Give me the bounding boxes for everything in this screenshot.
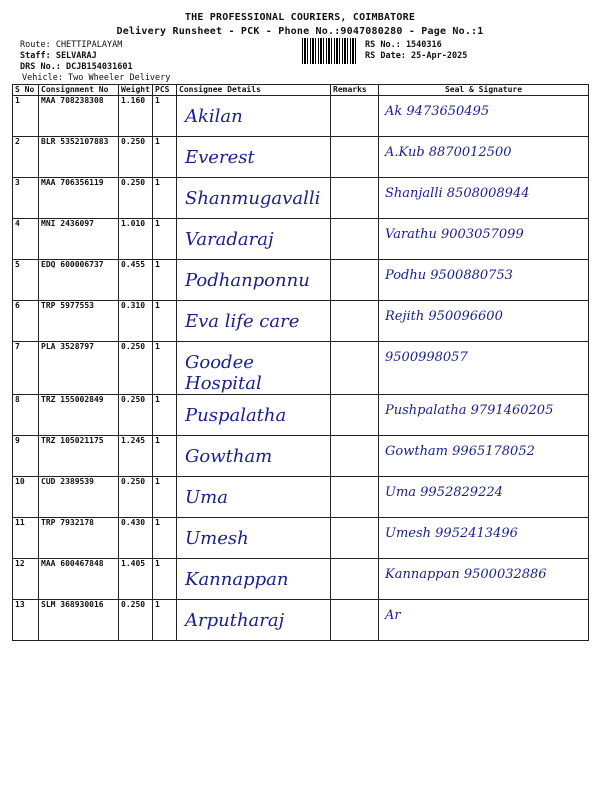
cell-pcs: 1: [153, 436, 177, 477]
cell-sno: 9: [13, 436, 39, 477]
cell-weight: 0.250: [119, 137, 153, 178]
vehicle: Vehicle: Two Wheeler Delivery: [22, 73, 171, 83]
cell-remarks: [331, 436, 379, 477]
cell-pcs: 1: [153, 395, 177, 436]
cell-remarks: [331, 477, 379, 518]
cell-consignee: [177, 178, 331, 219]
cell-weight: 0.455: [119, 260, 153, 301]
handwritten-name: Uma: [185, 487, 228, 508]
cell-sno: 7: [13, 342, 39, 395]
cell-pcs: 1: [153, 518, 177, 559]
cell-consignment-no: MNI 2436097: [39, 219, 119, 260]
handwritten-signature: Ak 9473650495: [385, 104, 490, 119]
runsheet-subtitle: Delivery Runsheet - PCK - Phone No.:9047080280 - Page No.:1: [116, 26, 484, 37]
cell-remarks: [331, 260, 379, 301]
cell-pcs: 1: [153, 219, 177, 260]
cell-consignment-no: TRP 5977553: [39, 301, 119, 342]
handwritten-name: Puspalatha: [185, 405, 287, 426]
cell-consignee: [177, 96, 331, 137]
cell-consignment-no: TRZ 155002849: [39, 395, 119, 436]
cell-pcs: 1: [153, 559, 177, 600]
handwritten-name: Umesh: [185, 528, 249, 549]
cell-remarks: [331, 301, 379, 342]
handwritten-signature: Umesh 9952413496: [385, 526, 518, 541]
table-header: [13, 85, 589, 96]
handwritten-name: Goodee Hospital: [185, 352, 262, 394]
handwritten-signature: Varathu 9003057099: [385, 227, 524, 242]
cell-consignment-no: BLR 5352107883: [39, 137, 119, 178]
table-row: [13, 301, 589, 342]
cell-consignee: [177, 559, 331, 600]
cell-signature: [379, 301, 589, 342]
cell-remarks: [331, 600, 379, 641]
cell-sno: 12: [13, 559, 39, 600]
cell-remarks: [331, 178, 379, 219]
table-row: [13, 342, 589, 395]
handwritten-name: Varadaraj: [185, 229, 274, 250]
route: Route: CHETTIPALAYAM: [20, 40, 123, 50]
cell-pcs: 1: [153, 600, 177, 641]
col-consignee: Consignee Details: [177, 85, 331, 96]
cell-weight: 0.250: [119, 178, 153, 219]
handwritten-name: Gowtham: [185, 446, 273, 467]
cell-sno: 13: [13, 600, 39, 641]
cell-signature: [379, 178, 589, 219]
table-row: [13, 518, 589, 559]
cell-weight: 1.160: [119, 96, 153, 137]
handwritten-name: Eva life care: [185, 311, 300, 332]
cell-consignment-no: MAA 708238308: [39, 96, 119, 137]
cell-pcs: 1: [153, 301, 177, 342]
cell-remarks: [331, 137, 379, 178]
cell-consignment-no: PLA 3528797: [39, 342, 119, 395]
cell-consignee: [177, 477, 331, 518]
cell-signature: [379, 96, 589, 137]
cell-signature: [379, 477, 589, 518]
barcode: [302, 38, 358, 64]
cell-consignee: [177, 219, 331, 260]
cell-weight: 1.405: [119, 559, 153, 600]
cell-remarks: [331, 342, 379, 395]
handwritten-name: Shanmugavalli: [185, 188, 321, 209]
handwritten-signature: 9500998057: [385, 350, 468, 365]
cell-remarks: [331, 518, 379, 559]
table-row: [13, 137, 589, 178]
cell-pcs: 1: [153, 178, 177, 219]
cell-consignment-no: TRZ 105021175: [39, 436, 119, 477]
handwritten-signature: Gowtham 9965178052: [385, 444, 535, 459]
handwritten-signature: Pushpalatha 9791460205: [385, 403, 554, 418]
handwritten-name: Podhanponnu: [185, 270, 310, 291]
handwritten-name: Kannappan: [185, 569, 289, 590]
cell-sno: 10: [13, 477, 39, 518]
table-row: [13, 219, 589, 260]
handwritten-signature: A.Kub 8870012500: [385, 145, 512, 160]
rs-number: RS No.: 1540316: [365, 40, 442, 50]
cell-signature: [379, 260, 589, 301]
company-title: THE PROFESSIONAL COURIERS, COIMBATORE: [184, 12, 416, 23]
cell-pcs: 1: [153, 477, 177, 518]
cell-pcs: 1: [153, 260, 177, 301]
table-row: [13, 600, 589, 641]
handwritten-name: Akilan: [185, 106, 243, 127]
cell-pcs: 1: [153, 96, 177, 137]
cell-consignee: [177, 395, 331, 436]
handwritten-signature: Shanjalli 8508008944: [385, 186, 530, 201]
cell-signature: [379, 342, 589, 395]
handwritten-name: Everest: [185, 147, 255, 168]
handwritten-signature: Podhu 9500880753: [385, 268, 513, 283]
cell-pcs: 1: [153, 342, 177, 395]
cell-consignment-no: SLM 368930016: [39, 600, 119, 641]
cell-sno: 6: [13, 301, 39, 342]
cell-sno: 1: [13, 96, 39, 137]
handwritten-signature: Kannappan 9500032886: [385, 567, 547, 582]
table-row: [13, 436, 589, 477]
staff: Staff: SELVARAJ: [20, 51, 97, 61]
col-signature: Seal & Signature: [379, 85, 589, 96]
table-row: [13, 96, 589, 137]
cell-signature: [379, 559, 589, 600]
cell-sno: 3: [13, 178, 39, 219]
cell-pcs: 1: [153, 137, 177, 178]
cell-sno: 5: [13, 260, 39, 301]
cell-weight: 1.245: [119, 436, 153, 477]
cell-sno: 2: [13, 137, 39, 178]
cell-consignment-no: EDQ 600006737: [39, 260, 119, 301]
drs-number: DRS No.: DCJB154031601: [20, 62, 133, 72]
cell-remarks: [331, 559, 379, 600]
cell-signature: [379, 395, 589, 436]
table-row: [13, 559, 589, 600]
cell-consignee: [177, 518, 331, 559]
cell-signature: [379, 219, 589, 260]
cell-consignee: [177, 301, 331, 342]
col-pcs: PCS: [153, 85, 177, 96]
cell-remarks: [331, 96, 379, 137]
cell-signature: [379, 436, 589, 477]
cell-signature: [379, 600, 589, 641]
table-row: [13, 178, 589, 219]
handwritten-name: Arputharaj: [185, 610, 285, 631]
cell-remarks: [331, 395, 379, 436]
cell-consignee: [177, 137, 331, 178]
cell-signature: [379, 137, 589, 178]
cell-consignee: [177, 436, 331, 477]
cell-weight: 0.250: [119, 395, 153, 436]
table-row: [13, 260, 589, 301]
table-row: [13, 477, 589, 518]
col-remarks: Remarks: [331, 85, 379, 96]
cell-consignment-no: MAA 600467848: [39, 559, 119, 600]
cell-sno: 11: [13, 518, 39, 559]
cell-weight: 0.310: [119, 301, 153, 342]
col-consignment: Consignment No: [39, 85, 119, 96]
cell-consignee: [177, 342, 331, 395]
handwritten-signature: Uma 9952829224: [385, 485, 503, 500]
cell-consignee: [177, 260, 331, 301]
runsheet-table: [12, 84, 589, 641]
col-sno: S No: [13, 85, 39, 96]
handwritten-signature: Ar: [385, 608, 401, 623]
handwritten-signature: Rejith 950096600: [385, 309, 503, 324]
cell-weight: 0.430: [119, 518, 153, 559]
cell-consignment-no: MAA 706356119: [39, 178, 119, 219]
cell-consignment-no: TRP 7932178: [39, 518, 119, 559]
cell-sno: 4: [13, 219, 39, 260]
cell-weight: 0.250: [119, 600, 153, 641]
cell-consignee: [177, 600, 331, 641]
cell-weight: 1.010: [119, 219, 153, 260]
cell-signature: [379, 518, 589, 559]
cell-remarks: [331, 219, 379, 260]
table-row: [13, 395, 589, 436]
cell-consignment-no: CUD 2389539: [39, 477, 119, 518]
col-weight: Weight: [119, 85, 153, 96]
rs-date: RS Date: 25-Apr-2025: [365, 51, 468, 61]
cell-weight: 0.250: [119, 342, 153, 395]
cell-weight: 0.250: [119, 477, 153, 518]
cell-sno: 8: [13, 395, 39, 436]
